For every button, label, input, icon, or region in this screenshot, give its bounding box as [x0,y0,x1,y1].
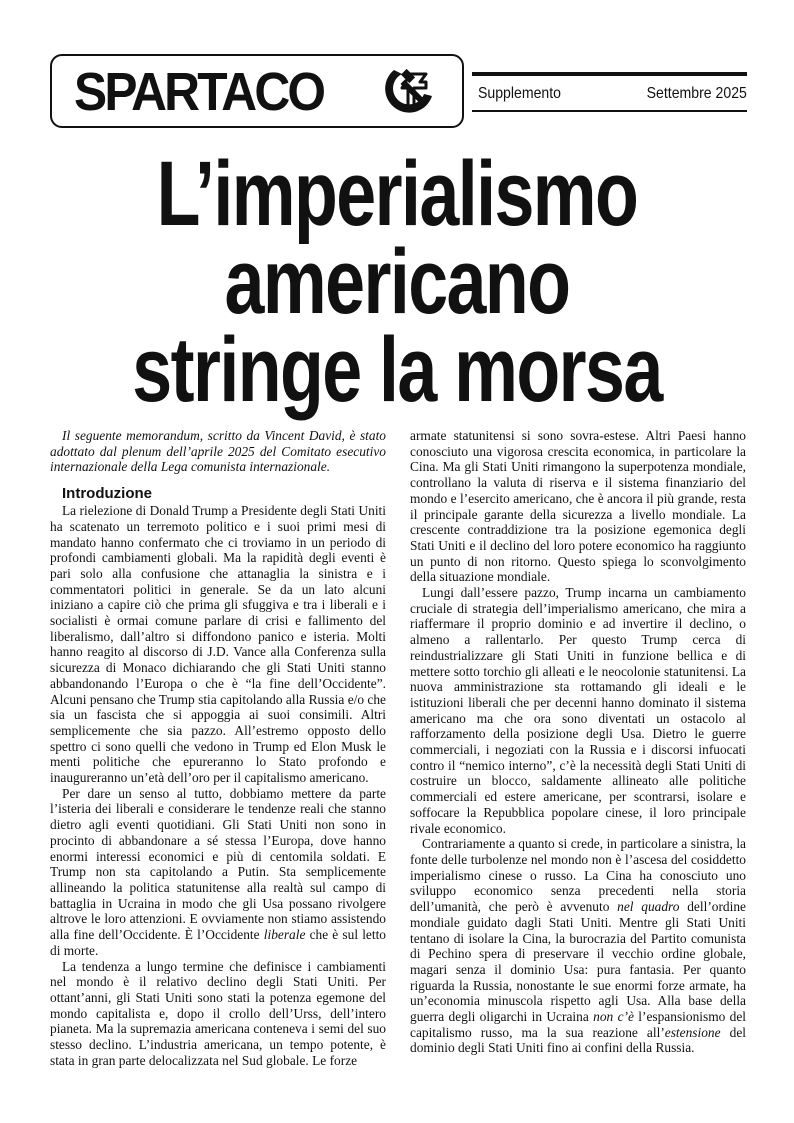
paragraph-2: Per dare un senso al tutto, dobbiamo mettere da parte l’isteria dei liberali e considerare le tendenze reali che stanno dietro agli eventi quotidiani. Gli Stati Uniti non sono in procinto di abbandonare a sé stessa l’Europa, dove hanno enormi interessi economici e più di centomila soldati. E Trump non sta capitolando a Putin. Sta semplicemente allineando la politica statunitense alla realtà sul campo di battaglia in Ucraina in modo che gli Usa possano rivolgere altrove le loro attenzioni. E ovviamente non stiamo assistendo alla fine dell’Occidente. È l’Occidente liberale che è sul letto di morte. [50,785,386,958]
paragraph-5: Contrariamente a quanto si crede, in particolare a sinistra, la fonte delle turbolenze nel mondo non è l’ascesa del cosiddetto imperialismo cinese o russo. La Cina ha conosciuto uno sviluppo economico senza precedenti nella storia dell’umanità, che però è avvenuto nel quadro dell’ordine mondiale guidato dagli Stati Uniti. Mentre gli Stati Uniti tentano di isolare la Cina, la burocrazia del Partito comunista di Pechino spera di preservare il vecchio ordine globale, magari senza il dominio Usa: pura fantasia. Per quanto riguarda la Russia, nonostante le sue enormi forze armate, ha un’economia minuscola rispetto agli Usa. Alla base della guerra degli oligarchi in Ucraina non c’è l’espansionismo del capitalismo russo, ma la sua reazione all’estensione del dominio degli Stati Uniti fino ai confini della Russia. [410,836,747,1056]
masthead-rule-top [472,72,747,76]
article-column-left [50,428,386,1068]
hammer-and-sickle-icon [380,62,438,120]
issue-date: Settembre 2025 [646,85,747,102]
paragraph-1: La rielezione di Donald Trump a Presidente degli Stati Uniti ha scatenato un terremoto politico e i suoi primi mesi di mandato hanno confermato che ci troviamo in un periodo di profondi cambiamenti globali. Ma la rapidità degli eventi è pari solo alla confusione che attanaglia la sinistra e i commentatori politici in generale. Se da un lato alcuni iniziano a capire ciò che prima gli sfuggiva e tra i liberali e i socialisti è ormai comune parlare di crisi e fallimento del liberalismo, dall’altro si diffondono panico e isteria. Molti hanno reagito al discorso di J.D. Vance alla Conferenza sulla sicurezza di Monaco dichiarando che gli Stati Uniti stanno abbandonando l’Europa o che è “la fine dell’Occidente”. Alcuni pensano che Trump stia capitolando alla Russia e/o che sia un fascista che si appoggia ai suoi consimili. Altri semplicemente che sia pazzo. All’estremo opposto dello spettro ci sono quelli che vedono in Trump ed Elon Musk le menti politiche che epureranno lo Stato profondo e inaugureranno un’età dell’oro per il capitalismo americano. [50,503,386,786]
headline-line-1: L’imperialismo [156,143,638,245]
headline-line-2: americano [224,231,570,333]
section-heading: Introduzione [62,485,152,503]
supplement-label: Supplemento [478,85,561,102]
paragraph-3: La tendenza a lungo termine che definisce i cambiamenti nel mondo è il relativo declino degli Stati Uniti. Per ottant’anni, gli Stati Uniti sono stati la potenza egemone del mondo capitalista e, dopo il crollo dell’Urss, dell’intero pianeta. Ma la supremazia americana conteneva i semi del suo stesso declino. L’industria americana, un tempo potente, è stata in gran parte delocalizzata nel Sud globale. Le forze [50,958,386,1068]
paragraph-4: Lungi dall’essere pazzo, Trump incarna un cambiamento cruciale di strategia dell’imperialismo americano, che mira a riaffermare il proprio dominio e ad invertire il declino, o almeno a rallentarlo. Per questo Trump cerca di reindustrializzare gli Stati Uniti in funzione bellica e di mettere sotto torchio gli alleati e le neocolonie statunitensi. La nuova amministrazione sta rottamando gli ideali e le istituzioni liberali che per decenni hanno dominato il sistema americano ma che ora sono diventati un ostacolo al rafforzamento della posizione degli Usa. Dietro le guerre commerciali, i negoziati con la Russia e i discorsi infuocati contro il “nemico interno”, c’è la necessità degli Stati Uniti di costruire un blocco, saldamente allineato alle politiche commerciali ed estere americane, per scontrarsi, isolare e soffocare la Repubblica popolare cinese, il loro principale rivale economico. [410,585,746,836]
intro-note: Il seguente memorandum, scritto da Vincent David, è stato adottato dal plenum dell’aprile 2025 del Comitato esecutivo internazionale della Lega comunista internazionale. [50,428,386,475]
paragraph-3-continued: armate statunitensi si sono sovra-estese. Altri Paesi hanno conosciuto una vigorosa crescita economica, in particolare la Cina. Ma gli Stati Uniti rimangono la superpotenza mondiale, controllano la valuta di riserva e il sistema finanziario del mondo e l’esercito americano, che è ancora il più grande, resta il principale garante della sicurezza a livello mondiale. La crescente contraddizione tra la posizione egemonica degli Stati Uniti e il declino del loro potere economico ha raggiunto un punto di non ritorno. Questo spiega lo sconvolgimento della situazione mondiale. [410,428,746,585]
headline [40,143,754,421]
headline-line-3: stringe la morsa [132,319,662,421]
article-column-right [410,428,746,1056]
logo-text: SPARTACO [74,62,324,122]
masthead-rule-bottom [472,110,747,112]
